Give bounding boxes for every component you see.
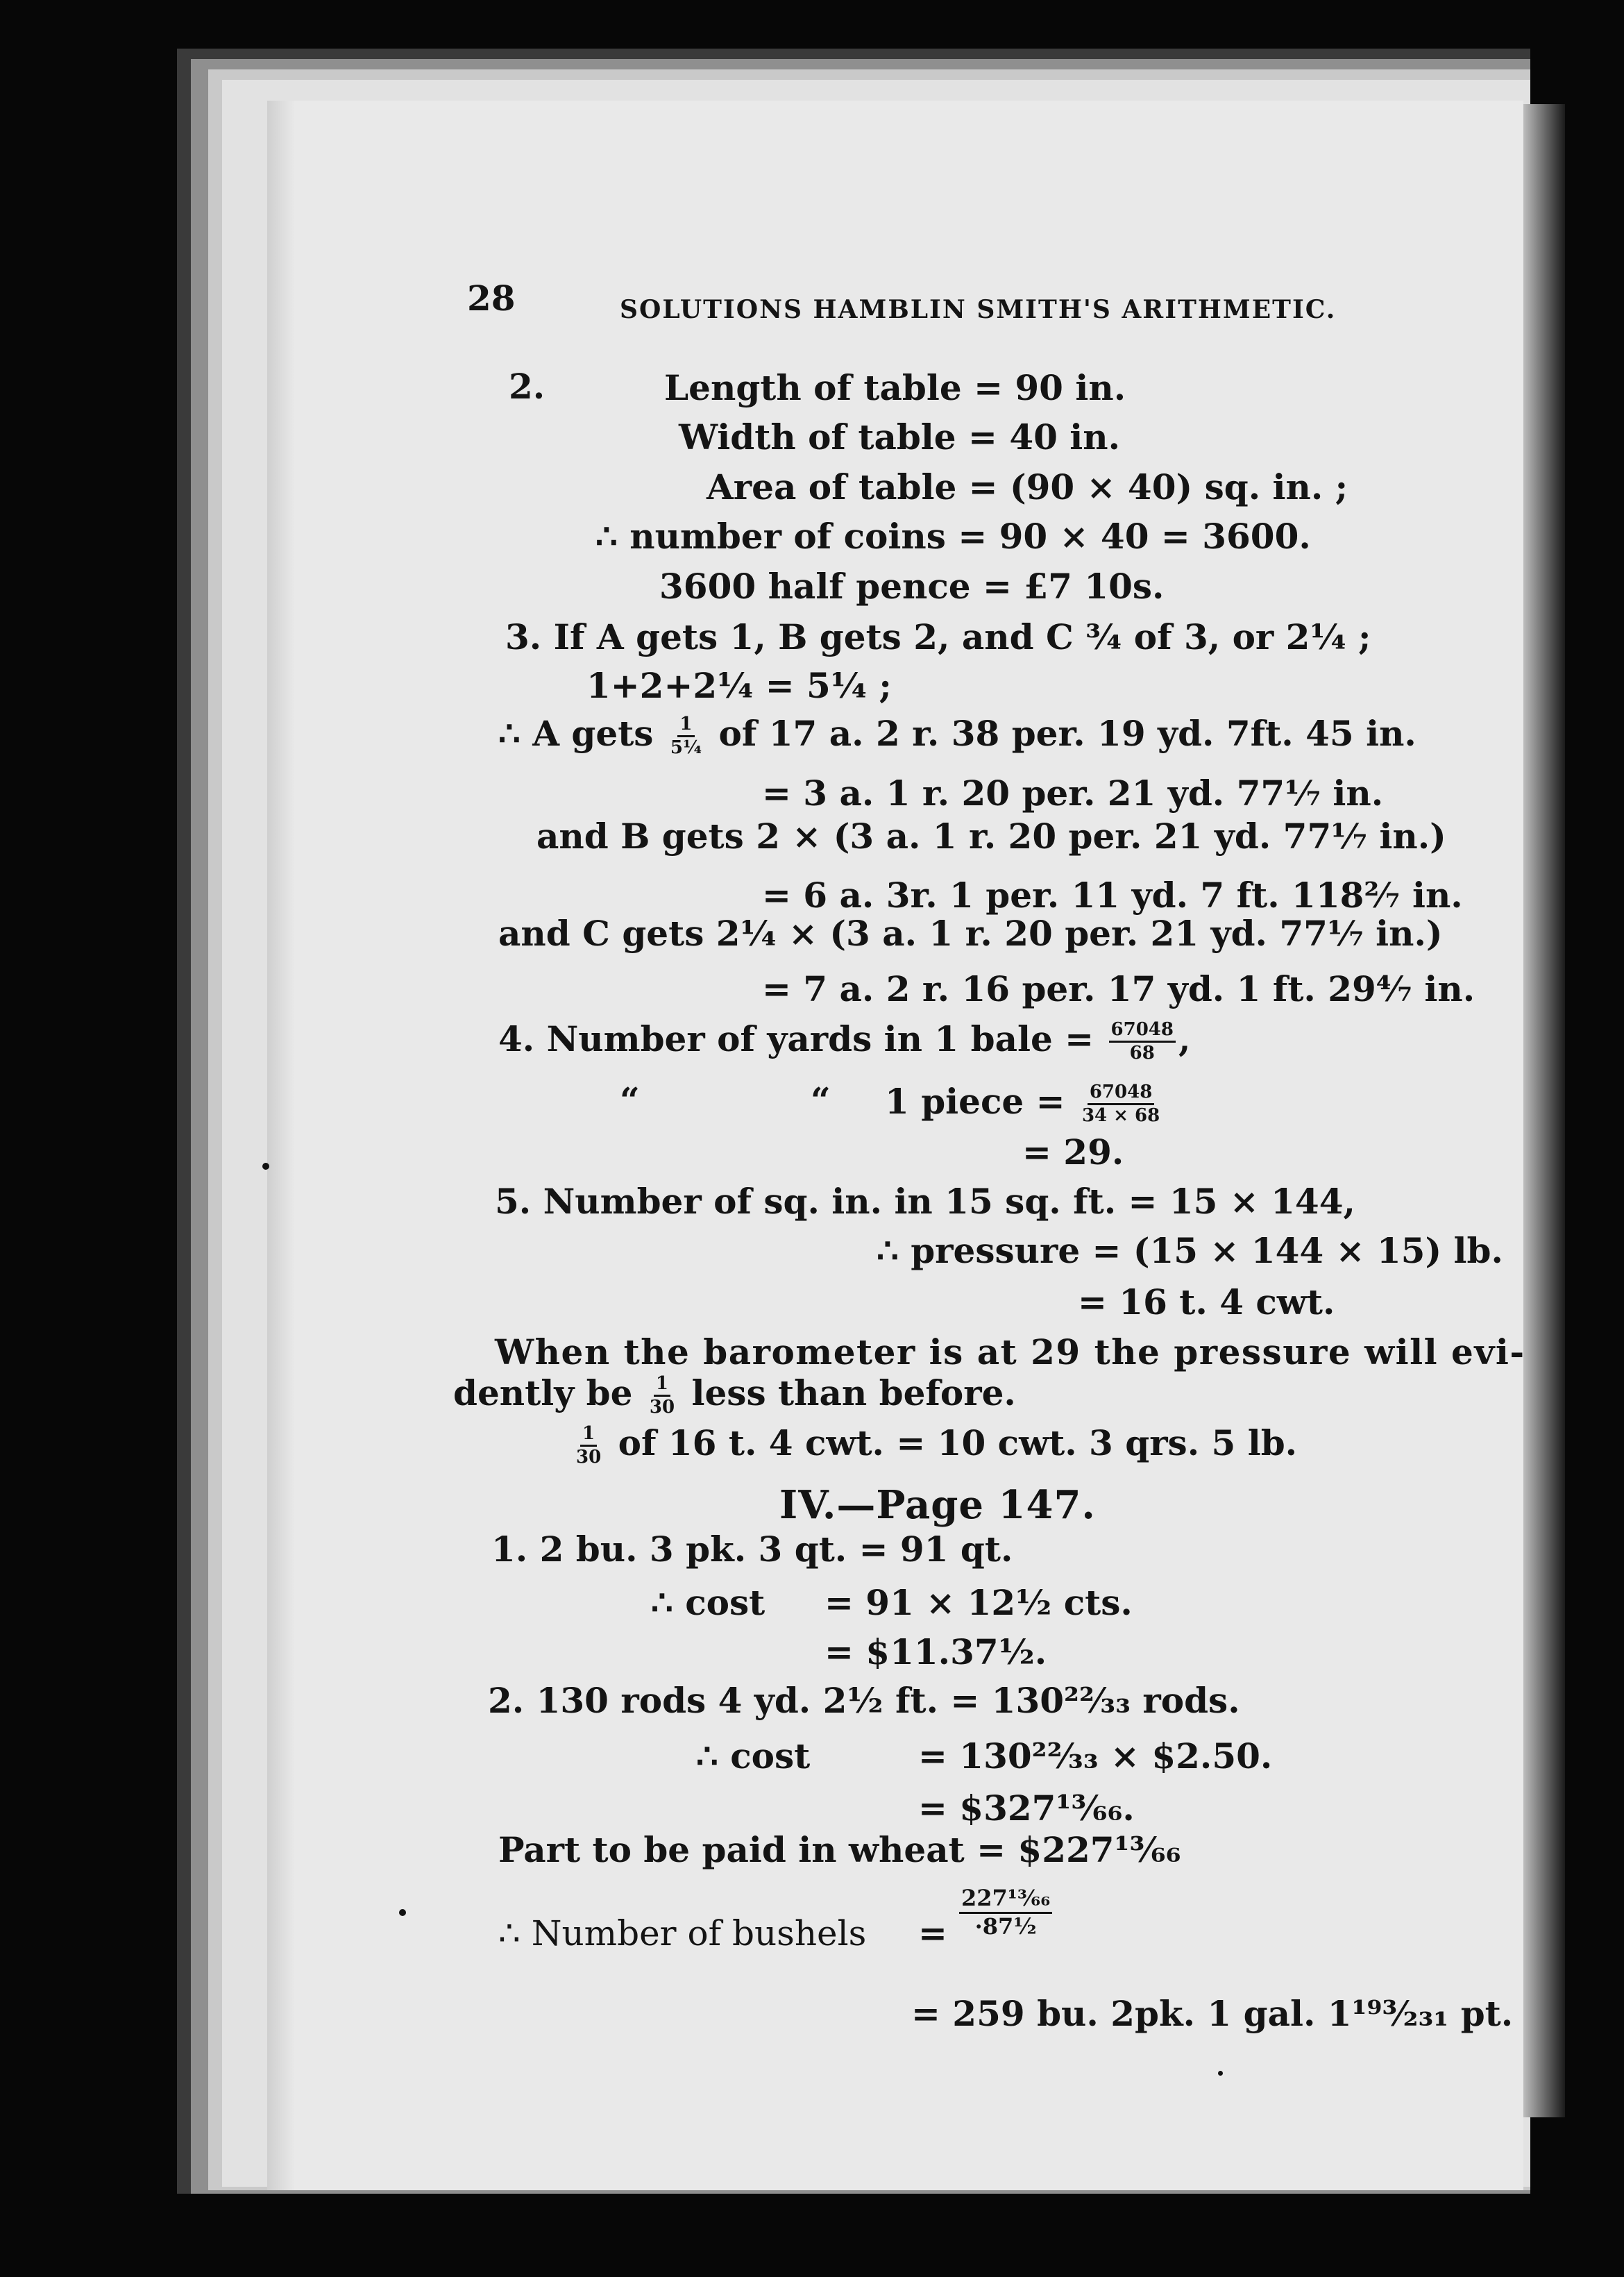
page-number: 28 [467,278,516,319]
ditto-mark: “ [811,1079,831,1120]
solution-line: ∴ A gets $\frac{1}{\text{5¼}}$ of 17 a. 2 r. 38 per. 19 yd. 7ft. 45 in. [498,712,1416,759]
fraction: $\frac{67048}{34 \times 68}$ [1081,1082,1160,1127]
solution-line: Area of table = (90 × 40) sq. in. ; [707,467,1348,507]
running-title: SOLUTIONS HAMBLIN SMITH'S ARITHMETIC. [620,295,1337,324]
scan-speck [262,1163,269,1170]
solution-line: dently be $\frac{1}{30}$ less than before. [453,1372,1016,1418]
solution-line: 5. Number of sq. in. in 15 sq. ft. = 15 × 144, [495,1181,1355,1222]
solution-line: Width of table = 40 in. [679,417,1121,457]
solution-line: = $327¹³⁄₆₆. [918,1788,1135,1829]
solution-line: = 3 a. 1 r. 20 per. 21 yd. 77⅐ in. [762,773,1384,814]
solution-line: 3600 half pence = £7 10s. [659,566,1165,607]
solution-line: ∴ number of coins = 90 × 40 = 3600. [595,516,1311,557]
solution-line: Part to be paid in wheat = $227¹³⁄₆₆ [498,1829,1181,1870]
solution-line: 1 piece = $\frac{67048}{34 \times 68}$ [885,1083,1165,1126]
solution-line: = [918,1913,947,1953]
solution-line: = $11.37½. [824,1631,1047,1672]
ditto-mark: “ [620,1079,640,1120]
solution-line: Length of table = 90 in. [664,367,1126,408]
section-heading: IV.—Page 147. [779,1482,1096,1528]
solution-line: 4. Number of yards in 1 bale = $\frac{67048}{68}$ , [498,1018,1191,1064]
solution-line: = 6 a. 3r. 1 per. 11 yd. 7 ft. 118²⁄₇ in. [762,875,1463,916]
problem-number: 2. [509,366,545,407]
solution-line: = 7 a. 2 r. 16 per. 17 yd. 1 ft. 29⁴⁄₇ in. [762,968,1475,1009]
fraction: $\frac{1}{30}$ [649,1373,675,1418]
fraction: $\frac{1}{\text{5¼}}$ [670,714,702,759]
solution-line: = 29. [1022,1132,1124,1173]
fraction: $\frac{1}{30}$ [576,1423,602,1468]
fraction: $\frac{67048}{68}$ [1109,1020,1176,1064]
solution-line: ∴ Number of bushels [498,1913,867,1953]
solution-line: ∴ cost [651,1582,766,1623]
solution-line: 1+2+2¼ = 5¼ ; [586,665,892,706]
solution-line: and C gets 2¼ × (3 a. 1 r. 20 per. 21 yd. 77⅐ in.) [498,913,1443,954]
solution-line: $\frac{1}{30}$ of 16 t. 4 cwt. = 10 cwt. 3 qrs. 5 lb. [571,1425,1297,1468]
solution-line: 1. 2 bu. 3 pk. 3 qt. = 91 qt. [491,1529,1013,1570]
solution-line: = 16 t. 4 cwt. [1078,1282,1335,1322]
gutter-shadow [1516,104,1565,2117]
solution-line [956,1887,1055,1938]
solution-line: = 259 bu. 2pk. 1 gal. 1¹⁹³⁄₂₃₁ pt. [911,1993,1514,2034]
solution-line: 3. If A gets 1, B gets 2, and C ¾ of 3, or 2¼ ; [505,616,1371,657]
page-paper [267,101,1523,2190]
solution-line: ∴ pressure = (15 × 144 × 15) lb. [877,1230,1503,1271]
scan-speck [399,1909,406,1916]
solution-line: When the barometer is at 29 the pressure will evi- [495,1331,1525,1372]
fraction: $\frac{\text{227¹³⁄₆₆}}{\text{·87½}}$ [959,1887,1052,1938]
solution-line: and B gets 2 × (3 a. 1 r. 20 per. 21 yd. 77⅐ in.) [536,816,1446,857]
scan-speck [1218,2071,1223,2076]
solution-line: = 130²²⁄₃₃ × $2.50. [918,1736,1273,1776]
solution-line: ∴ cost [696,1736,811,1776]
solution-line: 2. 130 rods 4 yd. 2½ ft. = 130²²⁄₃₃ rods. [488,1680,1240,1721]
solution-line: = 91 × 12½ cts. [824,1582,1133,1623]
